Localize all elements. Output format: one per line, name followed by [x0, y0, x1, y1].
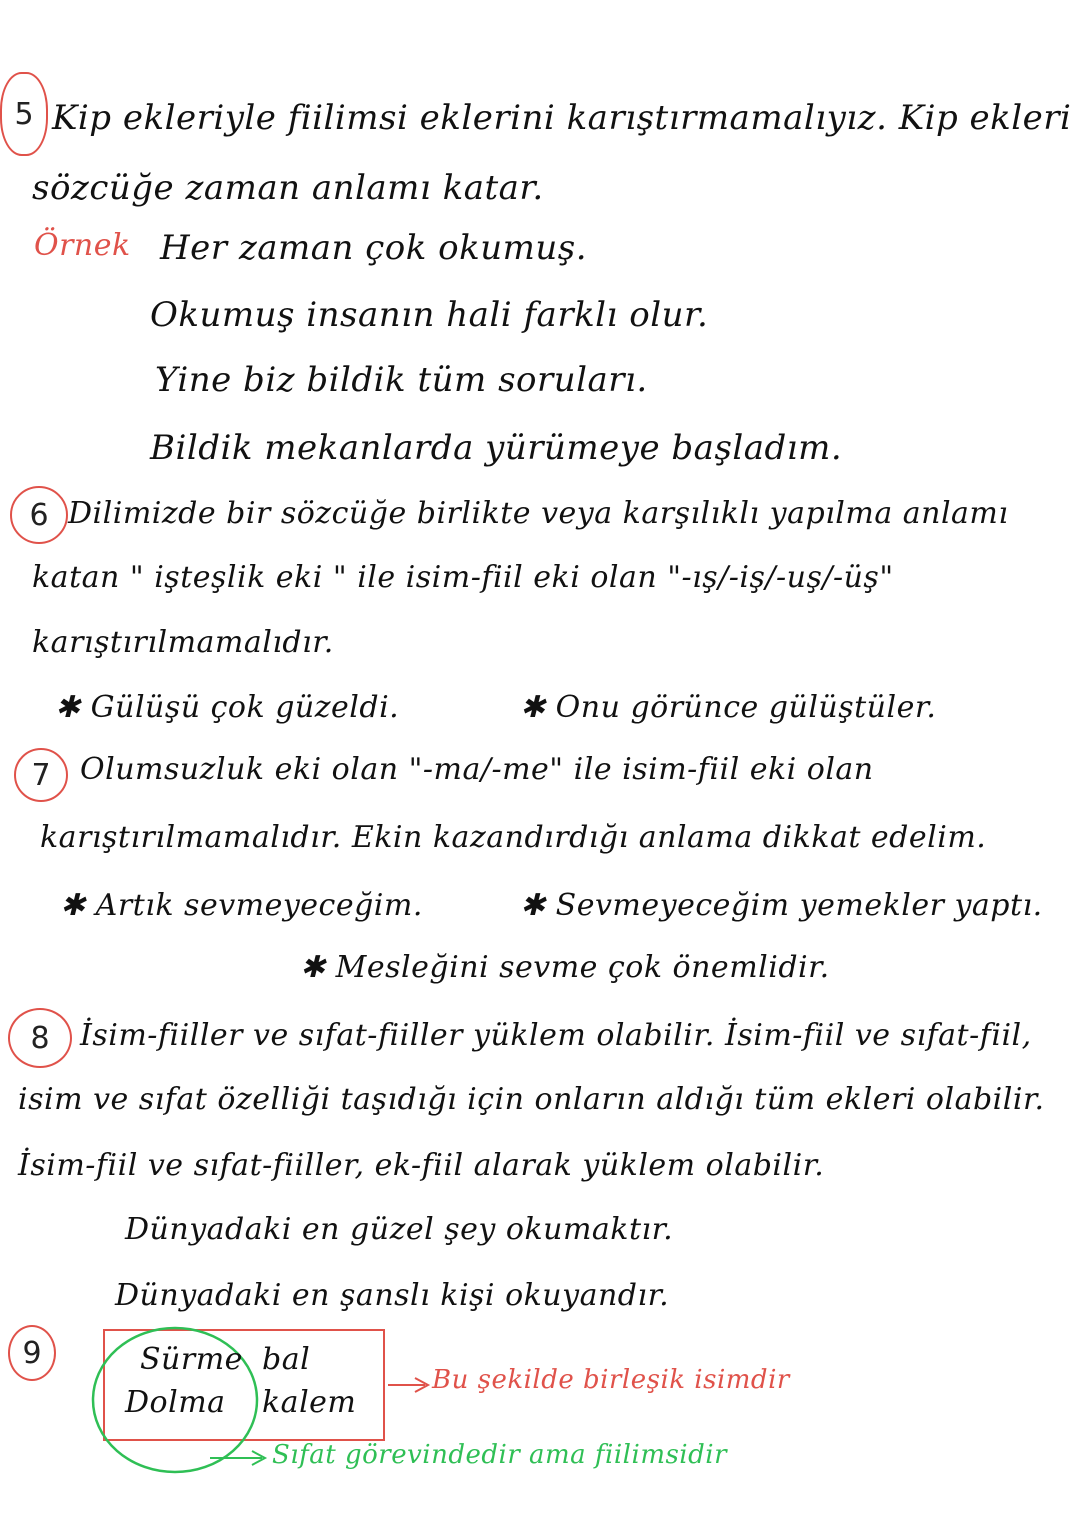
green-arrow — [210, 1451, 265, 1465]
s8-line3: İsim-fiil ve sıfat-fiiller, ek-fiil alarak yüklem olabilir. — [18, 1148, 825, 1183]
s9-note-compound: Bu şekilde birleşik isimdir — [432, 1365, 790, 1395]
s5-example-label: Örnek — [34, 228, 131, 263]
s5-example4: Bildik mekanlarda yürümeye başladım. — [150, 428, 843, 468]
s8-line1: İsim-fiiller ve sıfat-fiiller yüklem olabilir. İsim-fiil ve sıfat-fiil, — [80, 1018, 1032, 1053]
s5-example1: Her zaman çok okumuş. — [160, 228, 588, 268]
s5-example2: Okumuş insanın hali farklı olur. — [150, 295, 709, 335]
section-8-number: 8 — [8, 1008, 72, 1068]
s7-line2: karıştırılmamalıdır. Ekin kazandırdığı anlama dikkat edelim. — [40, 820, 987, 855]
section-5-number: 5 — [0, 72, 48, 156]
s6-example1: ✱ Gülüşü çok güzeldi. — [55, 690, 400, 725]
s9-word-bal: bal — [262, 1342, 311, 1377]
section-6-number: 6 — [10, 486, 68, 544]
s5-line1: Kip ekleriyle fiilimsi eklerini karıştırmamalıyız. Kip ekleri — [52, 98, 1072, 138]
s7-line1: Olumsuzluk eki olan "-ma/-me" ile isim-fiil eki olan — [80, 752, 874, 787]
s9-word-dolma: Dolma — [125, 1385, 226, 1420]
s6-line2: katan " işteşlik eki " ile isim-fiil eki olan "-ış/-iş/-uş/-üş" — [32, 560, 894, 595]
red-arrow — [388, 1378, 428, 1392]
s7-example3: ✱ Mesleğini sevme çok önemlidir. — [300, 950, 830, 985]
section-7-number: 7 — [14, 748, 68, 802]
s5-line2: sözcüğe zaman anlamı katar. — [32, 168, 544, 208]
s6-example2: ✱ Onu görünce gülüştüler. — [520, 690, 937, 725]
s7-example1: ✱ Artık sevmeyeceğim. — [60, 888, 423, 923]
s8-line2: isim ve sıfat özelliği taşıdığı için onların aldığı tüm ekleri olabilir. — [18, 1082, 1045, 1117]
s7-example2: ✱ Sevmeyeceğim yemekler yaptı. — [520, 888, 1043, 923]
s6-line3: karıştırılmamalıdır. — [32, 625, 334, 660]
s9-word-surme: Sürme — [140, 1342, 243, 1377]
section-9-number: 9 — [8, 1325, 56, 1381]
s5-example3: Yine biz bildik tüm soruları. — [155, 360, 648, 400]
s9-word-kalem: kalem — [262, 1385, 357, 1420]
s6-line1: Dilimizde bir sözcüğe birlikte veya karşılıklı yapılma anlamı — [68, 496, 1009, 531]
s8-example2: Dünyadaki en şanslı kişi okuyandır. — [115, 1278, 670, 1313]
s9-note-adjective: Sıfat görevindedir ama fiilimsidir — [272, 1440, 728, 1470]
s8-example1: Dünyadaki en güzel şey okumaktır. — [125, 1212, 674, 1247]
